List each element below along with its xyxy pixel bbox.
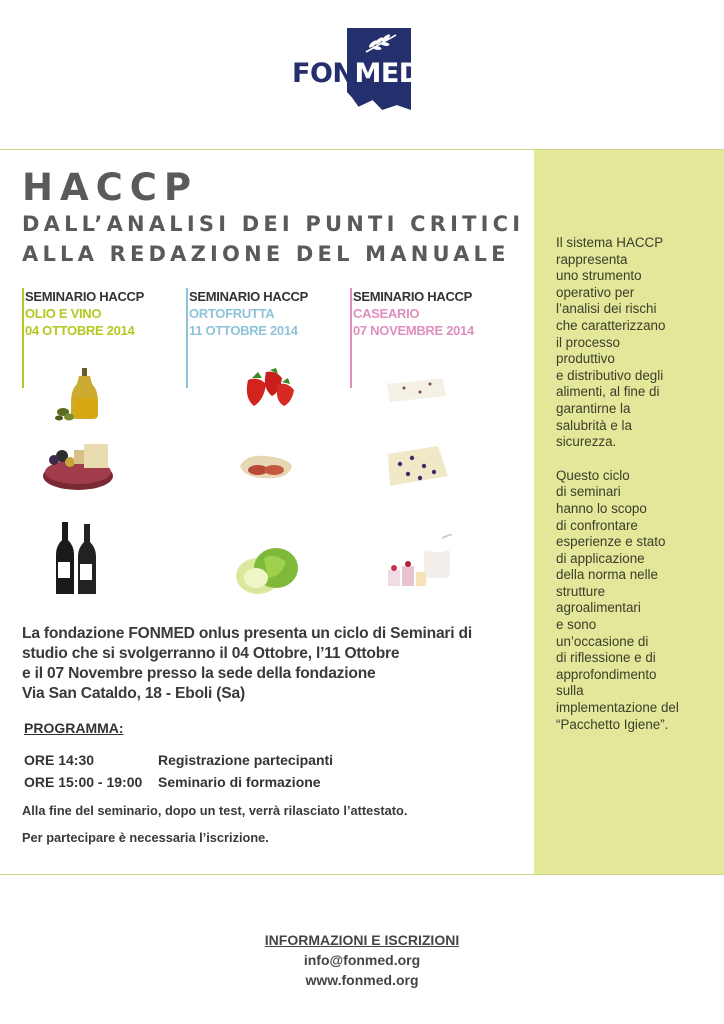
intro-line: e il 07 Novembre presso la sede della fondazione [22, 665, 376, 682]
contact-email[interactable]: info@fonmed.org [303, 952, 421, 968]
seminar-topic: OLIO E VINO [25, 306, 102, 321]
seminar-divider [22, 288, 24, 388]
seminar-divider [186, 288, 188, 388]
seminar-divider [350, 288, 352, 388]
seminar-label: SEMINARIO HACCP [25, 289, 145, 304]
seminar-topic: CASEARIO [353, 306, 420, 321]
program-activity: Seminario di formazione [158, 774, 321, 790]
logo-text-fon: FON [292, 58, 355, 89]
seminar-label: SEMINARIO HACCP [353, 289, 473, 304]
program-title: PROGRAMMA: [24, 720, 124, 736]
cheese-wedge-icon [384, 370, 448, 404]
intro-line: La fondazione FONMED onlus presenta un ciclo di Seminari di [22, 625, 473, 642]
peanuts-icon [236, 450, 296, 486]
seminar-label: SEMINARIO HACCP [189, 289, 309, 304]
fonmed-logo [292, 28, 421, 112]
strawberries-icon [238, 368, 300, 408]
intro-address: Via San Cataldo, 18 - Eboli (Sa) [22, 685, 245, 702]
page-title: HACCP [22, 166, 199, 209]
sidebar-text [556, 235, 706, 750]
program-time: ORE 15:00 - 19:00 [24, 774, 143, 790]
program-time: ORE 14:30 [24, 752, 95, 768]
olive-branch-icon [364, 32, 398, 54]
dairy-desserts-icon [380, 534, 460, 594]
olive-oil-bottle-icon [55, 366, 105, 422]
wine-bottles-icon [55, 522, 99, 596]
bottom-divider [0, 874, 724, 875]
logo-text-med: MED [354, 58, 421, 89]
blueberry-cheese-icon [384, 442, 450, 488]
contact-website[interactable]: www.fonmed.org [305, 972, 419, 988]
logo-wordmark [292, 58, 421, 89]
seminar-olio-vino [22, 288, 144, 339]
seminar-date: 07 NOVEMBRE 2014 [353, 323, 474, 338]
seminar-caseario [350, 288, 474, 339]
contact-info [0, 930, 724, 990]
program-activity: Registrazione partecipanti [158, 752, 334, 768]
contact-heading: INFORMAZIONI E ISCRIZIONI [264, 932, 460, 948]
sidebar-panel [534, 150, 724, 874]
registration-note: Per partecipare è necessaria l’iscrizione. [22, 830, 269, 845]
seminar-topic: ORTOFRUTTA [189, 306, 275, 321]
program-row [24, 752, 333, 768]
seminar-ortofrutta [186, 288, 308, 339]
cheese-wine-platter-icon [40, 436, 116, 494]
lettuce-icon [234, 544, 300, 596]
seminar-date: 11 OTTOBRE 2014 [189, 323, 298, 338]
intro-text [22, 624, 522, 704]
program-row [24, 774, 321, 790]
intro-line: studio che si svolgerranno il 04 Ottobre, l’11 Ottobre [22, 645, 400, 662]
sidebar-paragraph-seminars: Questo ciclo di seminari hanno lo scopo di confrontare esperienze e stato di applicazione della norma nelle strutture agroalimentari e sono un’occasione di di riflessione e di approfondimento sulla implementazione del “Pacchetto Igiene”. [556, 467, 679, 732]
certificate-note: Alla fine del seminario, dopo un test, verrà rilasciato l’attestato. [22, 803, 408, 818]
sidebar-paragraph-haccp: Il sistema HACCP rappresenta uno strumento operativo per l’analisi dei rischi che caratterizzano il processo produttivo e distributivo degli alimenti, al fine di garantirne la salubrità e la sicurezza. [556, 235, 666, 450]
page-subtitle: DALL’ANALISI DEI PUNTI CRITICI ALLA REDAZIONE DEL MANUALE [22, 212, 525, 266]
seminar-date: 04 OTTOBRE 2014 [25, 323, 135, 338]
